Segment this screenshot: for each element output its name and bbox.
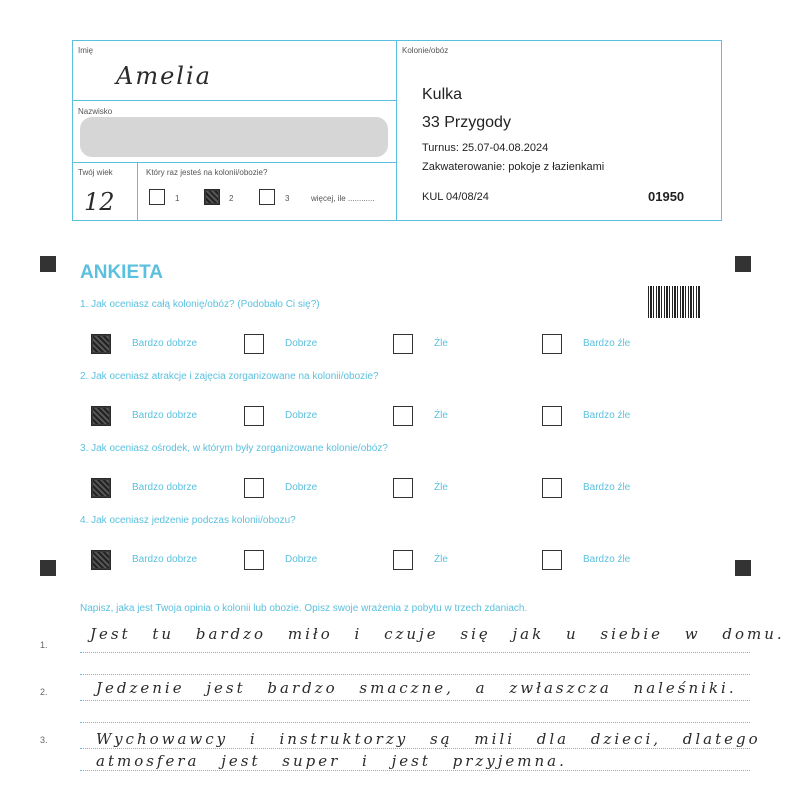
camp-program: 33 Przygody [422, 114, 511, 131]
times-more: więcej, ile ............ [311, 194, 375, 203]
q4-option-3-label: Źle [434, 554, 448, 565]
q1-option-4-checkbox[interactable] [542, 334, 562, 354]
registration-marker [735, 560, 751, 576]
times-label: Który raz jesteś na kolonii/obozie? [146, 168, 268, 177]
q4-option-2-label: Dobrze [285, 554, 318, 565]
question-3: 3. Jak oceniasz ośrodek, w którym były zorganizowane kolonie/obóz? [80, 443, 388, 454]
survey-title: ANKIETA [80, 262, 164, 283]
q3-option-3-checkbox[interactable] [393, 478, 413, 498]
q4-option-1-checkbox[interactable] [91, 550, 111, 570]
line-number-1: 1. [40, 640, 48, 650]
name-field[interactable]: Amelia [116, 62, 212, 90]
line-number-2: 2. [40, 687, 48, 697]
q3-option-3-label: Źle [434, 482, 448, 493]
answer-line [80, 700, 750, 701]
answer-line [80, 722, 750, 723]
camp-label: Kolonie/obóz [402, 46, 449, 55]
q1-option-2-checkbox[interactable] [244, 334, 264, 354]
answer-line [80, 674, 750, 675]
q3-option-4-label: Bardzo źle [583, 482, 631, 493]
line-number-3: 3. [40, 735, 48, 745]
q2-option-3-label: Źle [434, 410, 448, 421]
q1-option-3-label: Źle [434, 338, 448, 349]
registration-marker [40, 256, 56, 272]
q3-option-2-checkbox[interactable] [244, 478, 264, 498]
answer-text-4[interactable]: atmosfera jest super i jest przyjemna. [96, 752, 567, 770]
question-2: 2. Jak oceniasz atrakcje i zajęcia zorganizowane na kolonii/obozie? [80, 371, 379, 382]
times-checkbox-2[interactable] [204, 189, 220, 205]
times-option-3: 3 [285, 194, 290, 203]
q3-option-1-checkbox[interactable] [91, 478, 111, 498]
answer-text-1[interactable]: Jest tu bardzo miło i czuje się jak u siebie w domu. [90, 625, 785, 643]
name-label: Imię [78, 46, 94, 55]
answer-text-2[interactable]: Jedzenie jest bardzo smaczne, a zwłaszcza naleśniki. [96, 679, 737, 697]
q4-option-3-checkbox[interactable] [393, 550, 413, 570]
q2-option-1-label: Bardzo dobrze [132, 410, 198, 421]
q3-option-4-checkbox[interactable] [542, 478, 562, 498]
age-field[interactable]: 12 [84, 188, 115, 216]
q3-option-2-label: Dobrze [285, 482, 318, 493]
q2-option-4-label: Bardzo źle [583, 410, 631, 421]
age-label: Twój wiek [78, 168, 113, 177]
question-1: 1. Jak oceniasz całą kolonię/obóz? (Podobało Ci się?) [80, 299, 320, 310]
q2-option-2-label: Dobrze [285, 410, 318, 421]
q3-option-1-label: Bardzo dobrze [132, 482, 198, 493]
camp-name: Kulka [422, 86, 463, 103]
times-option-2: 2 [229, 194, 234, 203]
barcode [648, 286, 700, 318]
form-number: 01950 [648, 189, 685, 204]
q1-option-3-checkbox[interactable] [393, 334, 413, 354]
answer-text-3[interactable]: Wychowawcy i instruktorzy są mili dla dzieci, dlatego [96, 730, 761, 748]
q4-option-4-label: Bardzo źle [583, 554, 631, 565]
camp-code: KUL 04/08/24 [422, 191, 489, 203]
q1-option-2-label: Dobrze [285, 338, 318, 349]
q2-option-1-checkbox[interactable] [91, 406, 111, 426]
surname-label: Nazwisko [78, 107, 113, 116]
registration-marker [40, 560, 56, 576]
answer-line [80, 652, 750, 653]
q1-option-4-label: Bardzo źle [583, 338, 631, 349]
opinion-prompt: Napisz, jaka jest Twoja opinia o kolonii lub obozie. Opisz swoje wrażenia z pobytu w trzech zdaniach. [80, 603, 528, 614]
question-4: 4. Jak oceniasz jedzenie podczas kolonii/obozu? [80, 515, 296, 526]
times-checkbox-1[interactable] [149, 189, 165, 205]
q1-option-1-label: Bardzo dobrze [132, 338, 198, 349]
turnus: Turnus: 25.07-04.08.2024 [422, 142, 549, 154]
answer-line [80, 770, 750, 771]
q2-option-2-checkbox[interactable] [244, 406, 264, 426]
surname-redacted [80, 117, 388, 157]
q4-option-4-checkbox[interactable] [542, 550, 562, 570]
registration-marker [735, 256, 751, 272]
q2-option-3-checkbox[interactable] [393, 406, 413, 426]
times-option-1: 1 [175, 194, 180, 203]
q2-option-4-checkbox[interactable] [542, 406, 562, 426]
answer-line [80, 748, 750, 749]
times-checkbox-3[interactable] [259, 189, 275, 205]
q1-option-1-checkbox[interactable] [91, 334, 111, 354]
q4-option-1-label: Bardzo dobrze [132, 554, 198, 565]
q4-option-2-checkbox[interactable] [244, 550, 264, 570]
accommodation: Zakwaterowanie: pokoje z łazienkami [422, 161, 605, 173]
